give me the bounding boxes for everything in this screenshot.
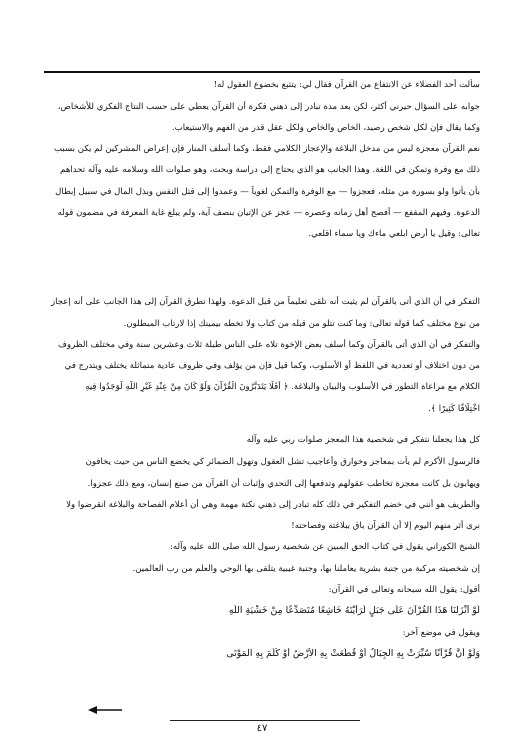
left-arrow-icon [88, 705, 122, 715]
quran-verse: لَوْ أَنْزَلْنَا هَذَا الْقُرْآنَ عَلَى جَبَلٍ لَرَأَيْتَهُ خَاشِعًا مُتَصَدِّعًا مِنْ خَشْيَةِ اللَّهِ [228, 605, 480, 616]
text-line: سألت أحد الفضلاء عن الانتفاع من القرآن فقال لي: يتتبع بخضوع العقول له! [213, 80, 480, 90]
text-line: تعالى: وقيل يا أرض ابلعي ماءك ويا سماء اقلعي. [308, 229, 480, 239]
text-line: الشيخ الكوراني يقول في كتاب الحق المبين عن شخصية رسول الله صلى الله عليه وآله: [169, 542, 480, 552]
text-line: اخْتِلَافًا كَثِيرًا ﴾. [428, 404, 480, 414]
footer-rule [170, 720, 360, 721]
text-line: والطريف هو أنني في خضم التفكير في ذلك كله تبادر إلى ذهني نكتة مهمة وهي أن أعلام الفصاحة والبلاغة انقرضوا ولا [66, 500, 480, 510]
text-line: من نوع مختلف كما قوله تعالى: وما كنت تتلو من قبله من كتاب ولا تخطه بيمينك إذا لارتاب المبطلون. [123, 319, 480, 329]
text-line: الدعوة. وفيهم المقفع — أفصح أهل زمانه وعصره — عجز عن الإتيان بنصف آية، ولم يبلغ غاية المعرفة في مضمون قوله [57, 208, 480, 218]
quran-verse: وَلَوْ أَنَّ قُرْآنًا سُيِّرَتْ بِهِ الْجِبَالُ أَوْ قُطِّعَتْ بِهِ الْأَرْضُ أَوْ كُلِّمَ بِهِ الْمَوْتَى [226, 648, 480, 659]
text-line: بأن يأتوا ولو بسورة من مثله، فعجزوا — مع الوفرة والتمكن لغوياً — وعمدوا إلى قتل النفس وبذل المال في سبيل إبطال [55, 187, 480, 197]
text-line: فالرسول الأكرم لم يأت بمعاجز وخوارق وأعاجيب تشل العقول وتهول الضمائر كي يخضع الناس من حيث يخافون [85, 457, 480, 467]
text-line: ويهابون بل كانت معجزة تخاطب عقولهم وتدفعها إلى التحدي وإثبات أن القرآن من صنع إنسان، ومع ذلك عجزوا. [87, 479, 480, 489]
text-line: ذلك مع وفرة وتمكن في اللغة. وهذا الجانب هو الذي يحتاج إلى دراسة وبحث، وهو صلوات الله وسلامه عليه وآله تحداهم [60, 165, 480, 175]
page-number: ٤٧ [256, 723, 268, 734]
text-line: وكما يقال فإن لكل شخص رصيد، الخاص والخاص ولكل عقل قدر من الفهم والاستيعاب. [171, 123, 480, 133]
text-line: التفكر في أن الذي أتى بالقرآن لم يثبت أنه تلقى تعليماً من قبل الدعوة. ولهذا تطرق القرآن إلى هذا الجانب على أنه إعجاز [50, 297, 480, 307]
text-line: نرى أثر منهم اليوم إلا أن القرآن باق ببلاغته وفصاحته! [291, 521, 480, 531]
text-line: جوابه على السؤال حيرني أكثر، لكن بعد مدة تبادر إلى ذهني فكرة أن القرآن يعطي على حسب النتاج الفكري للأشخاص، [57, 102, 480, 112]
text-line: والتفكر في أن الذي أتى بالقرآن وكما أسلف بعض الإخوة تلاه على الناس طيلة ثلاث وعشرين سنة وفي مختلف الظروف [58, 340, 480, 350]
text-line: من دون اختلاف أو تعددية في اللفظ أو الأسلوب، وكما قيل فإن من يؤلف وفي ظروف عادية متماثلة يختلف ويتدرج في [64, 361, 480, 371]
text-line: نعم القرآن معجزة ليس من مدخل البلاغة والإعجاز الكلامي فقط، وكما أسلف المنار فإن إعراض المشركين لم يكن بسبب [53, 144, 480, 154]
top-rule [44, 71, 480, 73]
text-line: ويقول في موضع آخر: [402, 628, 480, 638]
text-line: الكلام مع مراعاة التطور في الأسلوب والبيان والبلاغة. ﴿ أَفَلَا يَتَدَبَّرُونَ الْقُرْآنَ وَلَوْ كَانَ مِنْ عِنْدِ غَيْرِ اللَّهِ لَوَجَدُوا فِيهِ [85, 382, 480, 392]
text-line: أقول: يقول الله سبحانه وتعالى في القرآن: [328, 585, 480, 595]
text-line: كل هذا يجعلنا نتفكر في شخصية هذا المعجز صلوات ربي عليه وآله [246, 435, 480, 445]
text-line: إن شخصيته مركبة من جنبة بشرية يعاملنا بها، وجنبة غيبية يتلقى بها الوحي والعلم من رب العالمين. [132, 564, 480, 574]
